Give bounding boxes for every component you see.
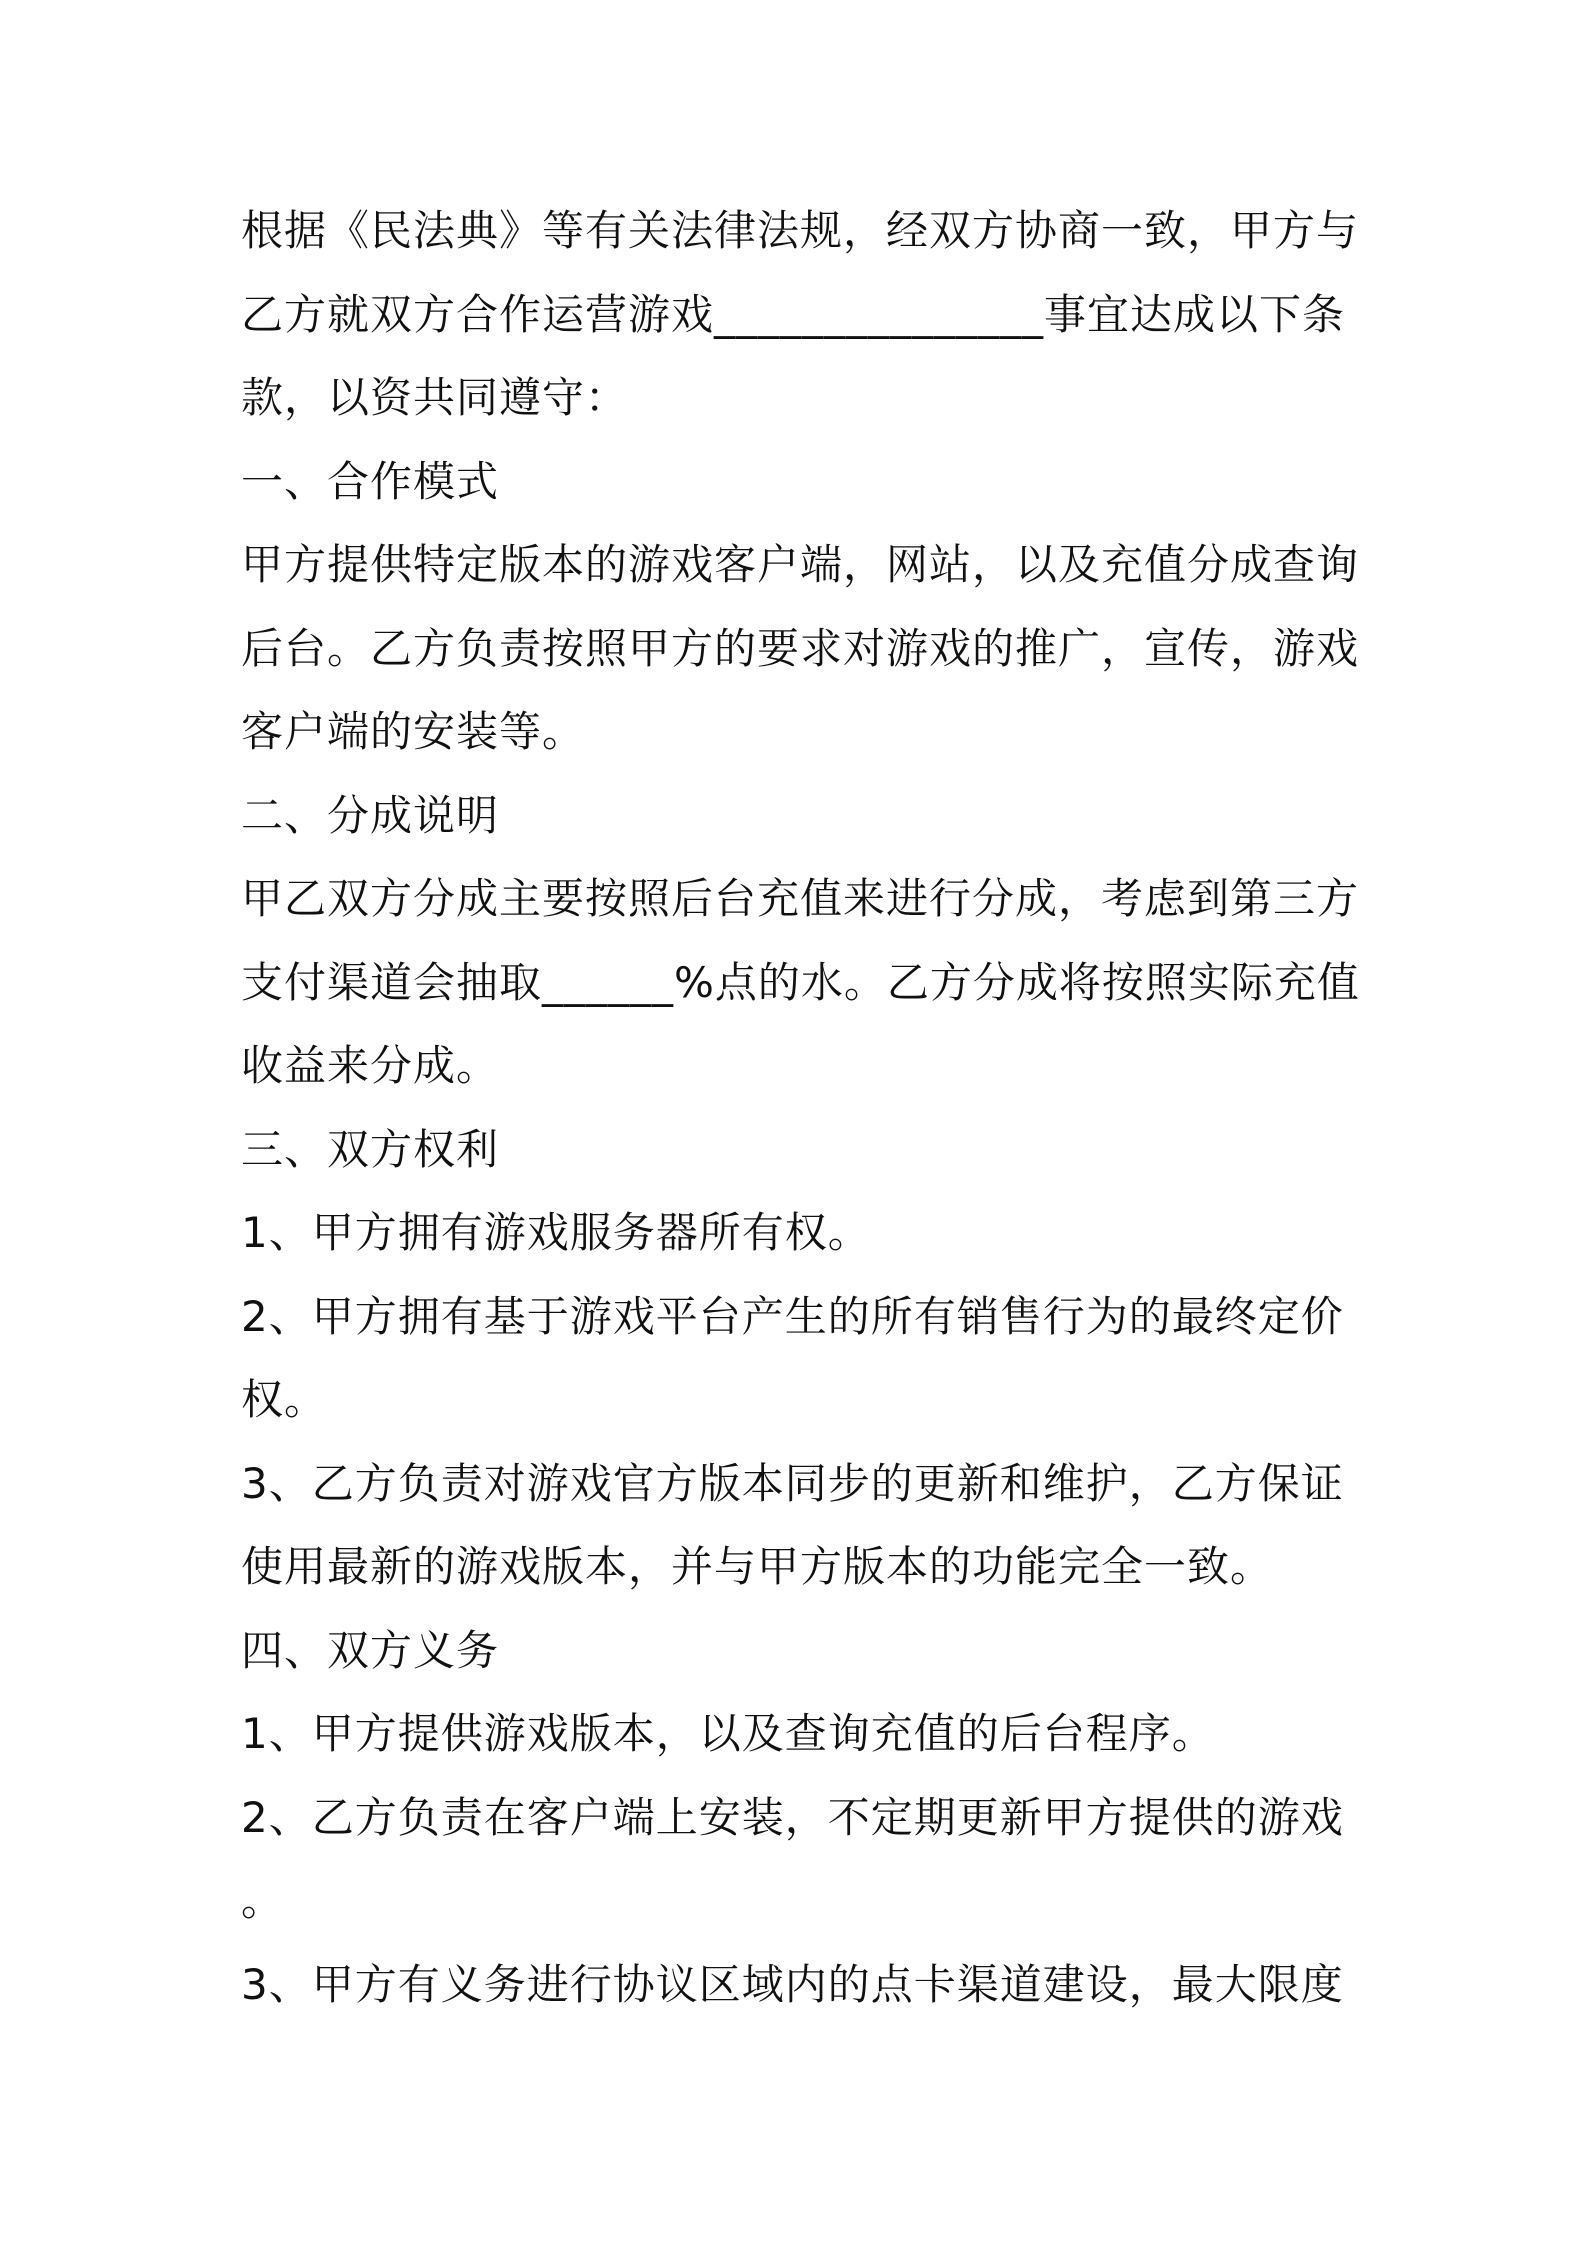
paragraph-intro-line-2: 乙方就双方合作运营游戏_______________事宜达成以下条 bbox=[241, 290, 1346, 339]
rights-item-2-line-1: 2、甲方拥有基于游戏平台产生的所有销售行为的最终定价 bbox=[241, 1292, 1344, 1341]
rights-item-3-line-2: 使用最新的游戏版本，并与甲方版本的功能完全一致。 bbox=[241, 1542, 1274, 1591]
rights-item-3-line-1: 3、乙方负责对游戏官方版本同步的更新和维护，乙方保证 bbox=[241, 1459, 1344, 1508]
paragraph-revenue-line-1: 甲乙双方分成主要按照后台充值来进行分成，考虑到第三方 bbox=[241, 874, 1360, 923]
rights-item-1: 1、甲方拥有游戏服务器所有权。 bbox=[241, 1208, 871, 1257]
obligations-item-2-line-2: 。 bbox=[241, 1876, 285, 1925]
obligations-item-2-line-1: 2、乙方负责在客户端上安装，不定期更新甲方提供的游戏 bbox=[241, 1793, 1344, 1842]
section-heading-rights: 三、双方权利 bbox=[241, 1125, 500, 1174]
paragraph-intro-line-3: 款，以资共同遵守： bbox=[241, 373, 629, 422]
paragraph-intro-line-1: 根据《民法典》等有关法律法规，经双方协商一致，甲方与 bbox=[241, 206, 1360, 255]
paragraph-revenue-line-2: 支付渠道会抽取______%点的水。乙方分成将按照实际充值 bbox=[241, 958, 1360, 1007]
paragraph-cooperation-line-3: 客户端的安装等。 bbox=[241, 707, 586, 756]
section-heading-revenue-share: 二、分成说明 bbox=[241, 791, 500, 840]
section-heading-obligations: 四、双方义务 bbox=[241, 1626, 500, 1675]
paragraph-cooperation-line-1: 甲方提供特定版本的游戏客户端，网站，以及充值分成查询 bbox=[241, 540, 1360, 589]
rights-item-2-line-2: 权。 bbox=[241, 1375, 328, 1424]
obligations-item-3-line-1: 3、甲方有义务进行协议区域内的点卡渠道建设，最大限度 bbox=[241, 1960, 1344, 2009]
paragraph-cooperation-line-2: 后台。乙方负责按照甲方的要求对游戏的推广，宣传，游戏 bbox=[241, 624, 1360, 673]
obligations-item-1: 1、甲方提供游戏版本，以及查询充值的后台程序。 bbox=[241, 1709, 1215, 1758]
paragraph-revenue-line-3: 收益来分成。 bbox=[241, 1041, 500, 1090]
section-heading-cooperation-mode: 一、合作模式 bbox=[241, 457, 500, 506]
